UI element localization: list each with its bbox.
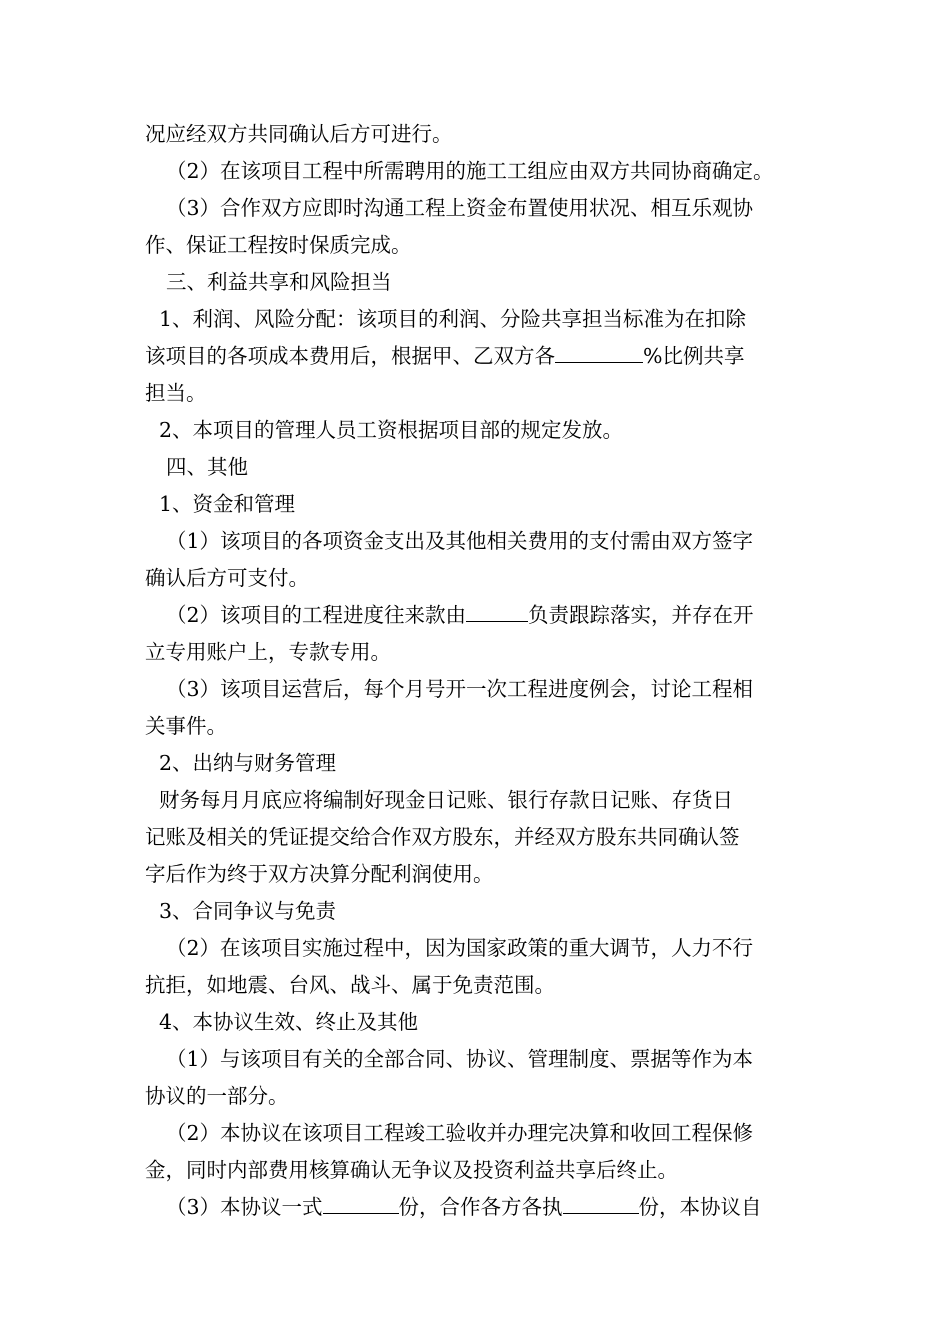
subsection-heading-effect: 4、本协议生效、终止及其他	[159, 1010, 419, 1034]
clause-profit-text-a: 该项目的各项成本费用后，根据甲、乙双方各	[145, 344, 555, 368]
clause-dispute-line-1: （2）在该项目实施过程中，因为国家政策的重大调节，人力不行	[166, 936, 754, 960]
subsection-heading-finance: 2、出纳与财务管理	[159, 751, 337, 775]
percentage-blank	[555, 340, 643, 363]
section-heading-4: 四、其他	[166, 455, 248, 479]
clause-finance-line-3: 字后作为终于双方决算分配利润使用。	[145, 862, 494, 886]
clause-effect-3-text-b: 份，合作各方各执	[398, 1195, 563, 1219]
clause-3-3-line-1: （3）合作双方应即时沟通工程上资金布置使用状况、相互乐观协	[166, 196, 754, 220]
clause-funds-2-text-a: （2）该项目的工程进度往来款由	[166, 603, 467, 627]
clause-dispute-line-2: 抗拒，如地震、台风、战斗、属于免责范围。	[145, 973, 555, 997]
clause-effect-2-line-1: （2）本协议在该项目工程竣工验收并办理完决算和收回工程保修	[166, 1121, 754, 1145]
clause-effect-3-line-1	[145, 1189, 815, 1226]
clause-profit-text-b: %比例共享	[643, 344, 745, 368]
clause-funds-2-line-1	[145, 597, 815, 634]
clause-funds-1-line-1: （1）该项目的各项资金支出及其他相关费用的支付需由双方签字	[166, 529, 754, 553]
clause-funds-3-line-2: 关事件。	[145, 714, 227, 738]
clause-3-3-line-2: 作、保证工程按时保质完成。	[145, 233, 412, 257]
clause-funds-2-text-b: 负责跟踪落实，并存在开	[528, 603, 754, 627]
document-body	[145, 116, 815, 1226]
clause-3-2-line-1: （2）在该项目工程中所需聘用的施工工组应由双方共同协商确定。	[166, 159, 774, 183]
clause-effect-3-text-a: （3）本协议一式	[166, 1195, 323, 1219]
clause-finance-line-2: 记账及相关的凭证提交给合作双方股东，并经双方股东共同确认签	[145, 825, 740, 849]
clause-effect-1-line-1: （1）与该项目有关的全部合同、协议、管理制度、票据等作为本	[166, 1047, 754, 1071]
copies-total-blank	[323, 1191, 399, 1214]
clause-profit-line-2	[145, 338, 815, 375]
responsible-party-blank	[466, 599, 528, 622]
clause-funds-1-line-2: 确认后方可支付。	[145, 566, 309, 590]
subsection-heading-dispute: 3、合同争议与免责	[159, 899, 337, 923]
clause-effect-2-line-2: 金，同时内部费用核算确认无争议及投资利益共享后终止。	[145, 1158, 678, 1182]
paragraph-line: 况应经双方共同确认后方可进行。	[145, 122, 453, 146]
section-heading-3: 三、利益共享和风险担当	[166, 270, 392, 294]
clause-effect-1-line-2: 协议的一部分。	[145, 1084, 289, 1108]
clause-profit-line-3: 担当。	[145, 381, 207, 405]
copies-each-blank	[563, 1191, 639, 1214]
clause-salary-line: 2、本项目的管理人员工资根据项目部的规定发放。	[159, 418, 624, 442]
subsection-heading-funds: 1、资金和管理	[159, 492, 296, 516]
clause-finance-line-1: 财务每月月底应将编制好现金日记账、银行存款日记账、存货日	[159, 788, 733, 812]
clause-profit-line-1: 1、利润、风险分配：该项目的利润、分险共享担当标准为在扣除	[159, 307, 747, 331]
clause-funds-2-line-2: 立专用账户上，专款专用。	[145, 640, 391, 664]
clause-funds-3-line-1: （3）该项目运营后，每个月号开一次工程进度例会，讨论工程相	[166, 677, 754, 701]
clause-effect-3-text-c: 份，本协议自	[638, 1195, 762, 1219]
